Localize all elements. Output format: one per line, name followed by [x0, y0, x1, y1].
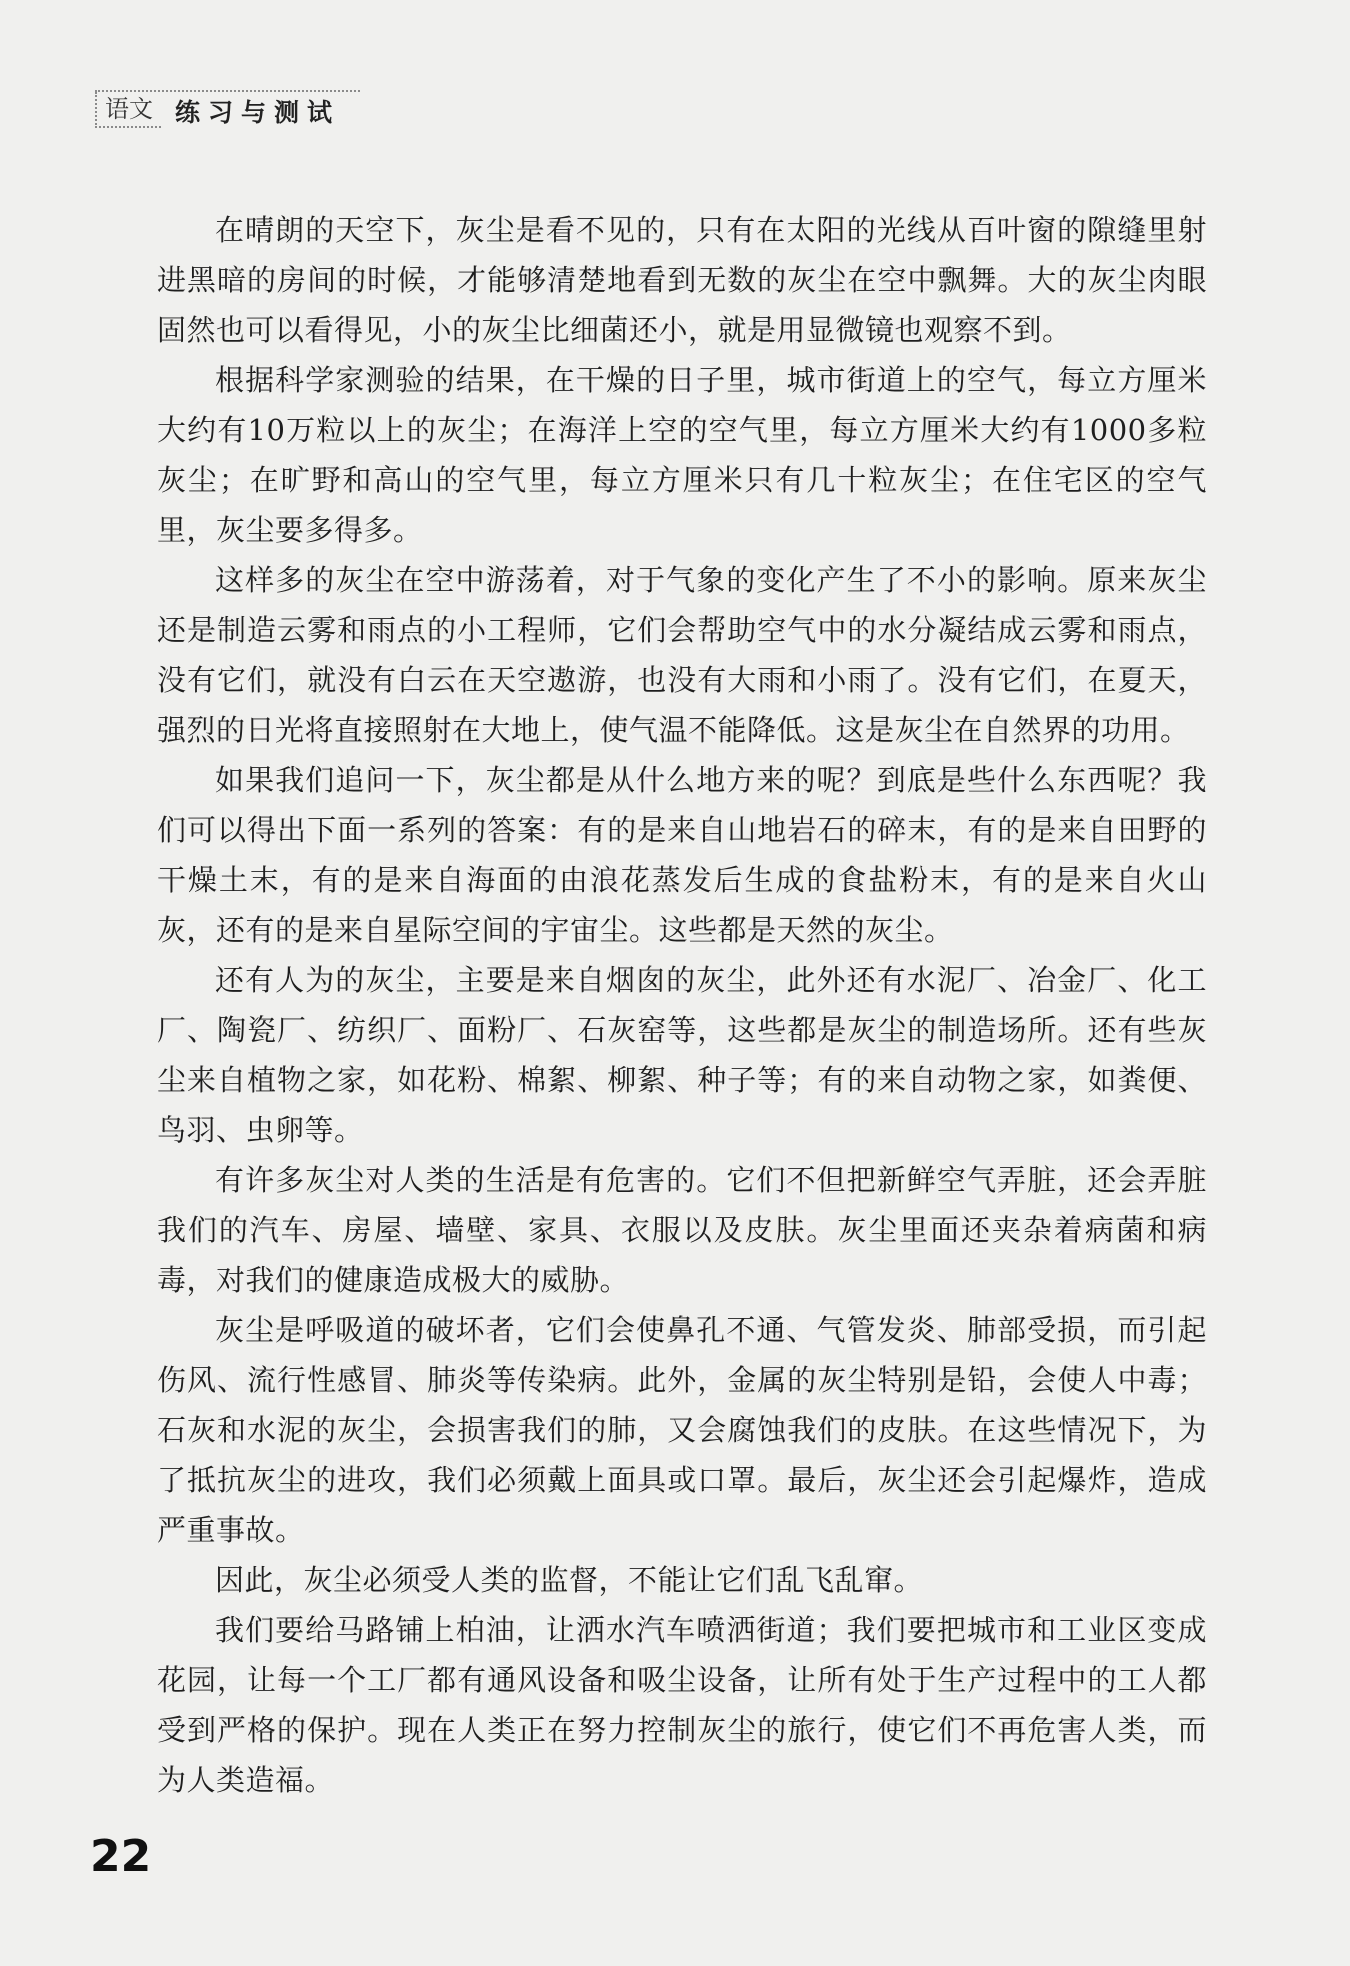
paragraph: 还有人为的灰尘，主要是来自烟囱的灰尘，此外还有水泥厂、冶金厂、化工厂、陶瓷厂、纺织厂、面粉厂、石灰窑等，这些都是灰尘的制造场所。还有些灰尘来自植物之家，如花粉、棉絮、柳絮、种子等；有的来自动物之家，如粪便、鸟羽、虫卵等。	[157, 963, 1207, 1147]
paragraph: 因此，灰尘必须受人类的监督，不能让它们乱飞乱窜。	[215, 1563, 924, 1597]
paragraph: 我们要给马路铺上柏油，让洒水汽车喷洒街道；我们要把城市和工业区变成花园，让每一个工厂都有通风设备和吸尘设备，让所有处于生产过程中的工人都受到严格的保护。现在人类正在努力控制灰尘的旅行，使它们不再危害人类，而为人类造福。	[157, 1613, 1207, 1797]
page-number: 22	[90, 1831, 152, 1882]
paragraph: 如果我们追问一下，灰尘都是从什么地方来的呢？到底是些什么东西呢？我们可以得出下面一系列的答案：有的是来自山地岩石的碎末，有的是来自田野的干燥土末，有的是来自海面的由浪花蒸发后生成的食盐粉末，有的是来自火山灰，还有的是来自星际空间的宇宙尘。这些都是天然的灰尘。	[157, 763, 1207, 947]
subject-label: 语文	[95, 92, 161, 128]
running-header	[95, 86, 360, 132]
paragraph: 有许多灰尘对人类的生活是有危害的。它们不但把新鲜空气弄脏，还会弄脏我们的汽车、房屋、墙壁、家具、衣服以及皮肤。灰尘里面还夹杂着病菌和病毒，对我们的健康造成极大的威胁。	[157, 1163, 1207, 1297]
paragraph: 根据科学家测验的结果，在干燥的日子里，城市街道上的空气，每立方厘米大约有10万粒以上的灰尘；在海洋上空的空气里，每立方厘米大约有1000多粒灰尘；在旷野和高山的空气里，每立方厘米只有几十粒灰尘；在住宅区的空气里，灰尘要多得多。	[157, 363, 1207, 547]
paragraph: 灰尘是呼吸道的破坏者，它们会使鼻孔不通、气管发炎、肺部受损，而引起伤风、流行性感冒、肺炎等传染病。此外，金属的灰尘特别是铅，会使人中毒；石灰和水泥的灰尘，会损害我们的肺，又会腐蚀我们的皮肤。在这些情况下，为了抵抗灰尘的进攻，我们必须戴上面具或口罩。最后，灰尘还会引起爆炸，造成严重事故。	[157, 1313, 1207, 1547]
article-body	[157, 205, 1207, 1805]
paragraph: 这样多的灰尘在空中游荡着，对于气象的变化产生了不小的影响。原来灰尘还是制造云雾和雨点的小工程师，它们会帮助空气中的水分凝结成云雾和雨点，没有它们，就没有白云在天空遨游，也没有大雨和小雨了。没有它们，在夏天，强烈的日光将直接照射在大地上，使气温不能降低。这是灰尘在自然界的功用。	[157, 563, 1207, 747]
book-title: 练习与测试	[175, 98, 341, 127]
paragraph: 在晴朗的天空下，灰尘是看不见的，只有在太阳的光线从百叶窗的隙缝里射进黑暗的房间的时候，才能够清楚地看到无数的灰尘在空中飘舞。大的灰尘肉眼固然也可以看得见，小的灰尘比细菌还小，就是用显微镜也观察不到。	[157, 213, 1207, 347]
